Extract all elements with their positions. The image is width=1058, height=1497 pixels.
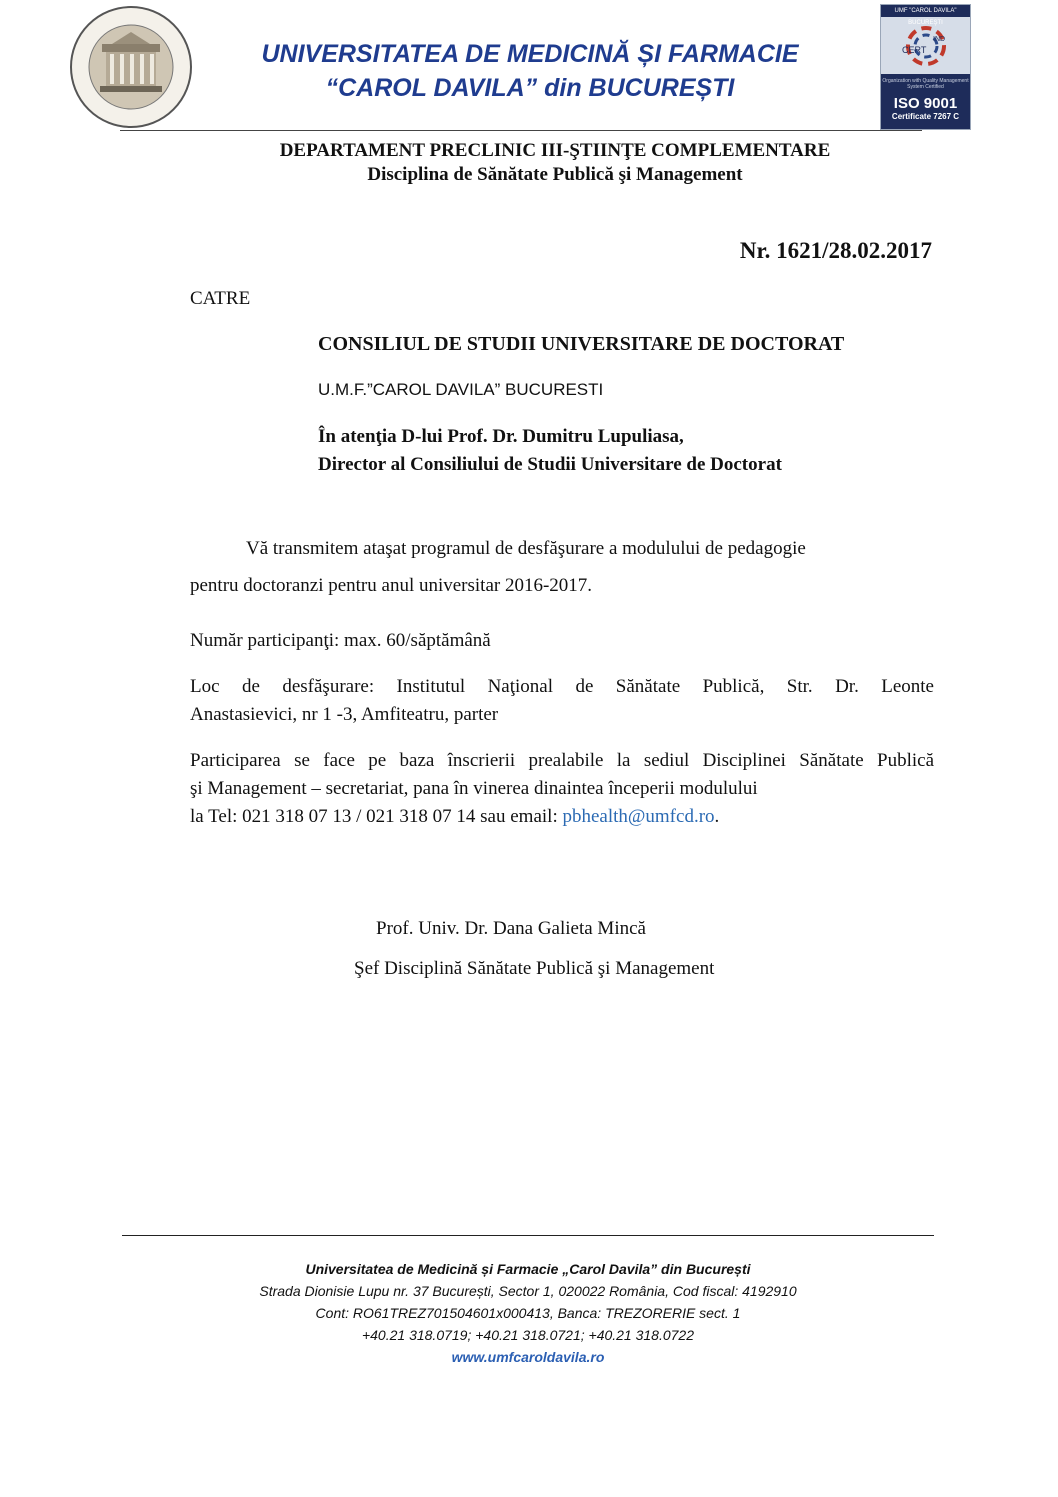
certificate-number: Certificate 7267 C (891, 112, 960, 121)
signer-title: Şef Disciplină Sănătate Publică şi Management (354, 958, 715, 979)
svg-text:IND: IND (933, 36, 946, 43)
location-line-2: Anastasievici, nr 1 -3, Amfiteatru, parter (190, 704, 499, 725)
attention-line-2: Director al Consiliului de Studii Universitare de Doctorat (318, 454, 782, 475)
discipline-name: Disciplina de Sănătate Publică şi Management (367, 164, 743, 185)
university-seal-logo (68, 4, 194, 130)
to-label: CATRE (190, 288, 251, 309)
footer-university: Universitatea de Medicină și Farmacie „Carol Davila” din București (305, 1261, 751, 1277)
intro-line-1: Vă transmitem ataşat programul de desfăşurare a modulului de pedagogie (246, 538, 806, 559)
department-name: DEPARTAMENT PRECLINIC III-ŞTIINŢE COMPLEMENTARE (279, 140, 831, 161)
certind-logo-icon (899, 21, 953, 71)
iso-label: ISO 9001 (893, 95, 958, 112)
svg-text:CERT: CERT (902, 45, 927, 55)
footer-divider (122, 1235, 934, 1236)
university-name-line1: UNIVERSITATEA DE MEDICINĂ ȘI FARMACIE (261, 40, 799, 68)
intro-line-2: pentru doctoranzi pentru anul universitar 2016-2017. (190, 575, 593, 596)
recipient-name: CONSILIUL DE STUDII UNIVERSITARE DE DOCTORAT (318, 333, 845, 355)
iso-certification-badge (880, 4, 971, 130)
signup-line-2: şi Management – secretariat, pana în vinerea dinaintea începerii modulului (190, 778, 758, 799)
cert-top-label: UMF "CAROL DAVILA" BUCUREŞTI (881, 5, 970, 17)
contact-text: la Tel: 021 318 07 13 / 021 318 07 14 sau email: (190, 806, 563, 827)
signup-line-1: Participarea se face pe baza înscrierii prealabile la sediul Disciplinei Sănătate Publică (190, 750, 934, 771)
signer-name: Prof. Univ. Dr. Dana Galieta Mincă (376, 918, 646, 939)
participants-info: Număr participanţi: max. 60/săptămână (190, 630, 491, 651)
attention-line-1: În atenţia D-lui Prof. Dr. Dumitru Lupuliasa, (318, 426, 684, 447)
footer-phones: +40.21 318.0719; +40.21 318.0721; +40.21 318.0722 (361, 1327, 695, 1343)
cert-footer (881, 74, 970, 129)
email-link[interactable]: pbhealth@umfcd.ro (562, 806, 715, 827)
signup-line-3 (190, 806, 719, 828)
recipient-organization: U.M.F.”CAROL DAVILA” BUCURESTI (318, 380, 604, 399)
footer-account: Cont: RO61TREZ701504601x000413, Banca: TREZORERIE sect. 1 (315, 1305, 741, 1321)
footer-address: Strada Dionisie Lupu nr. 37 București, Sector 1, 020022 România, Cod fiscal: 4192910 (259, 1283, 797, 1299)
cert-sub-text: Organization with Quality Management System Certified (882, 78, 969, 90)
footer-website-link[interactable]: www.umfcaroldavila.ro (451, 1349, 605, 1365)
location-line-1: Loc de desfăşurare: Institutul Naţional de Sănătate Publică, Str. Dr. Leonte (190, 676, 934, 697)
document-number: Nr. 1621/28.02.2017 (739, 238, 932, 263)
university-name-line2: “CAROL DAVILA” din BUCUREȘTI (325, 74, 735, 102)
contact-end: . (714, 806, 720, 827)
header-divider (120, 130, 922, 131)
